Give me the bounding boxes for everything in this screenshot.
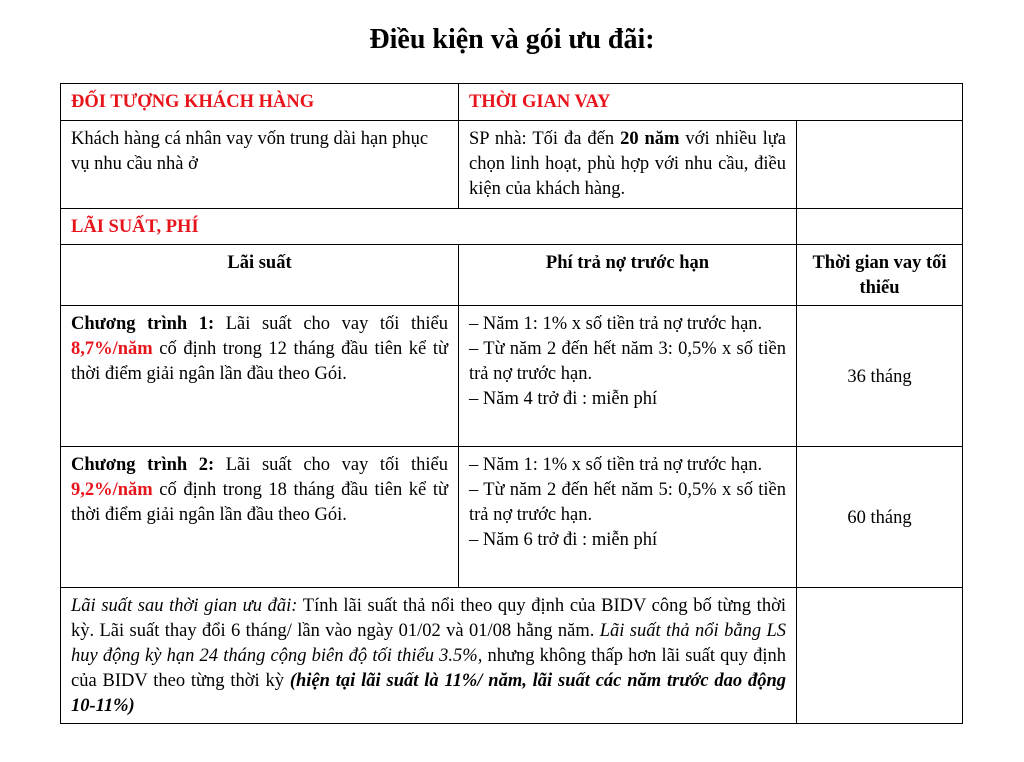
table-row: [61, 588, 963, 724]
empty-cell: [797, 588, 963, 724]
column-header-fee: Phí trả nợ trước hạn: [459, 245, 797, 306]
program-2-fees: [459, 447, 797, 588]
column-header-min-term: Thời gian vay tối thiểu: [797, 245, 963, 306]
program-2-rate: Chương trình 2: Lãi suất cho vay tối thiểu 9,2%/năm cố định trong 18 tháng đầu tiên kể từ thời điểm giải ngân lần đầu theo Gói.: [61, 447, 459, 588]
empty-cell: [797, 121, 963, 209]
fee-line: – Năm 1: 1% x số tiền trả nợ trước hạn.: [469, 314, 763, 334]
fee-line: – Năm 4 trở đi : miễn phí: [469, 389, 658, 409]
program-1-min-term: 36 tháng: [797, 306, 963, 447]
loan-conditions-table: [60, 83, 963, 724]
term-description: SP nhà: Tối đa đến 20 năm với nhiều lựa chọn linh hoạt, phù hợp với nhu cầu, điều kiện của khách hàng.: [459, 121, 797, 209]
fee-line: – Năm 6 trở đi : miễn phí: [469, 530, 658, 550]
page-title: Điều kiện và gói ưu đãi:: [369, 24, 655, 55]
rate-section-header: LÃI SUẤT, PHÍ: [61, 209, 797, 245]
after-promotion-rate: Lãi suất sau thời gian ưu đãi: Tính lãi suất thả nổi theo quy định của BIDV công bố từng thời kỳ. Lãi suất thay đổi 6 tháng/ lần vào ngày 01/02 và 01/08 hằng năm. Lãi suất thả nổi bằng LS huy động kỳ hạn 24 tháng cộng biên độ tối thiểu 3.5%, nhưng không thấp hơn lãi suất quy định của BIDV theo từng thời kỳ (hiện tại lãi suất là 11%/ năm, lãi suất các năm trước dao động 10-11%): [61, 588, 797, 724]
fee-line: – Năm 1: 1% x số tiền trả nợ trước hạn.: [469, 455, 763, 475]
fee-line: – Từ năm 2 đến hết năm 3: 0,5% x số tiền trả nợ trước hạn.: [469, 339, 786, 384]
table-row: [61, 84, 963, 121]
table-row: [61, 245, 963, 306]
table-row: [61, 447, 963, 588]
table-row: [61, 209, 963, 245]
header-term: THỜI GIAN VAY: [459, 84, 963, 121]
table-row: [61, 306, 963, 447]
table-row: [61, 121, 963, 209]
program-2-min-term: 60 tháng: [797, 447, 963, 588]
program-1-rate: Chương trình 1: Lãi suất cho vay tối thiểu 8,7%/năm cố định trong 12 tháng đầu tiên kể từ thời điểm giải ngân lần đầu theo Gói.: [61, 306, 459, 447]
program-1-fees: [459, 306, 797, 447]
customer-description: Khách hàng cá nhân vay vốn trung dài hạn phục vụ nhu cầu nhà ở: [61, 121, 459, 209]
empty-cell: [797, 209, 963, 245]
column-header-rate: Lãi suất: [61, 245, 459, 306]
header-customer: ĐỐI TƯỢNG KHÁCH HÀNG: [61, 84, 459, 121]
fee-line: – Từ năm 2 đến hết năm 5: 0,5% x số tiền trả nợ trước hạn.: [469, 480, 786, 525]
